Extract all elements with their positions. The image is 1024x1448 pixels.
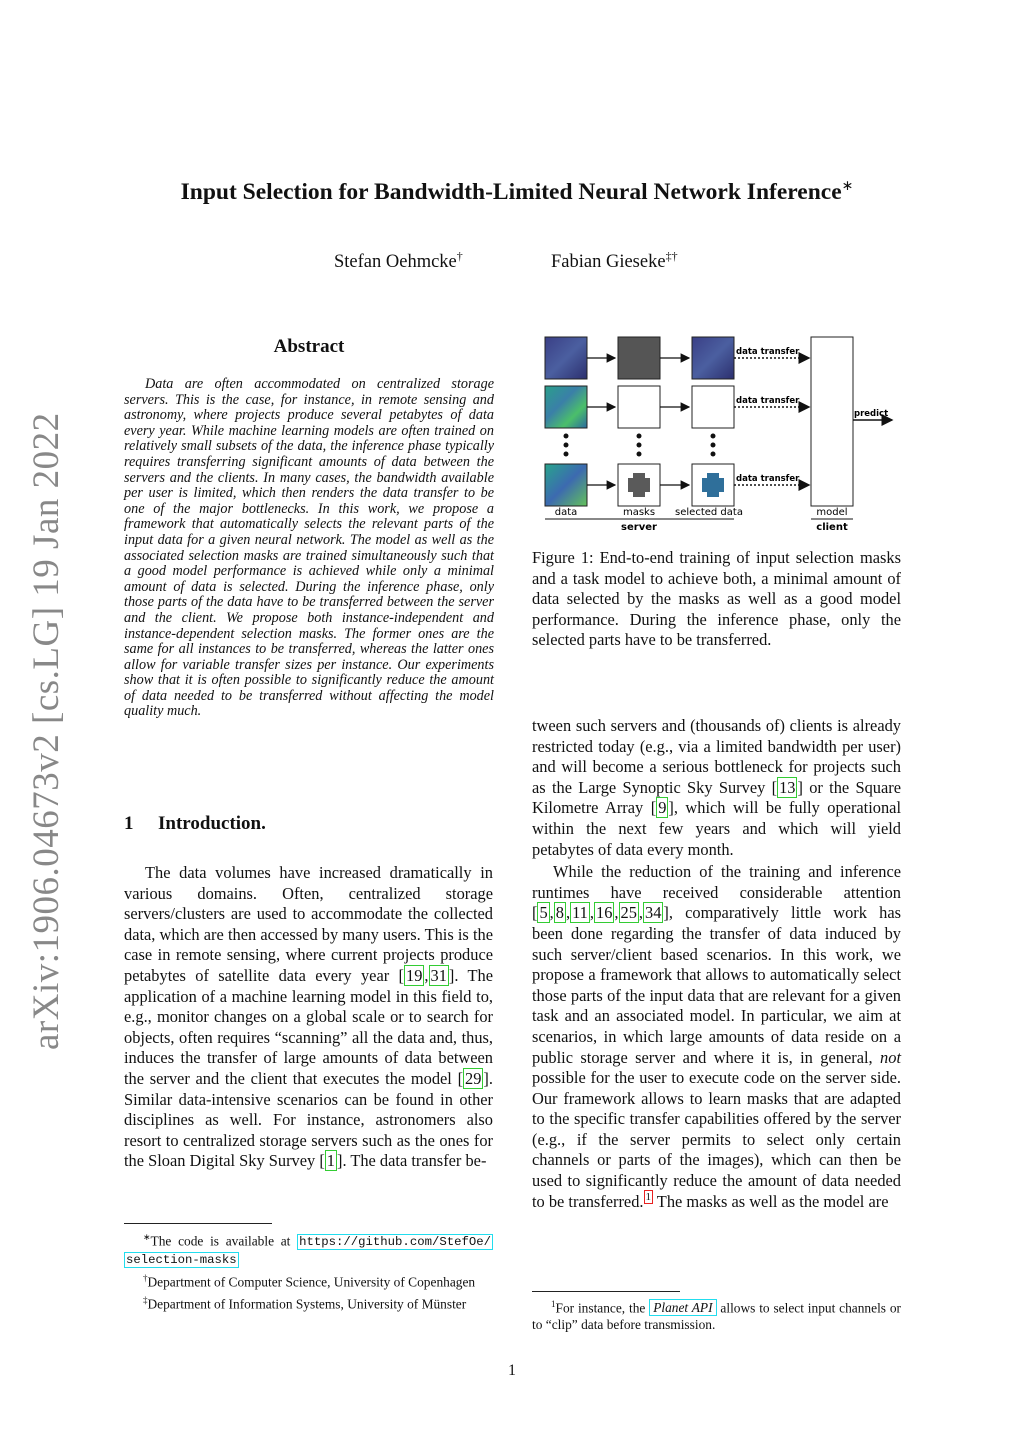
model-box bbox=[811, 337, 853, 506]
data-image-3 bbox=[545, 464, 587, 506]
text-run: possible for the user to execute code on the server side. Our framework allows to learn masks that are adapted to the specific transfer capabilities offered by the server (e.g., if the server permits to select only certain channels or parts of the images), which can then be used to significantly reduce the amount of data needed to be transferred. bbox=[532, 1068, 901, 1211]
github-url-link[interactable]: https://github.com/StefOe/ bbox=[299, 1235, 491, 1250]
transfer-label-2: data transfer bbox=[736, 396, 800, 406]
footnote-mark: 1 bbox=[551, 1299, 556, 1309]
footnote-text: allows to select input channels or to “clip” data before transmission. bbox=[532, 1300, 901, 1333]
title-footnote-mark: ∗ bbox=[841, 179, 854, 194]
citation-link[interactable]: 9 bbox=[658, 798, 667, 818]
footnote-1 bbox=[532, 1296, 901, 1334]
author-mark: † bbox=[456, 249, 463, 263]
paper-title-text: Input Selection for Bandwidth-Limited Neural Network Inference bbox=[180, 178, 842, 205]
selected-data-empty bbox=[692, 386, 734, 428]
citation-link[interactable]: 25 bbox=[620, 903, 637, 923]
transfer-label-3: data transfer bbox=[736, 474, 800, 484]
selected-data-label: selected data bbox=[675, 507, 743, 518]
footnote-text: For instance, the bbox=[555, 1300, 650, 1316]
text-run: While the reduction of the training and inference runtimes have received considerable attention bbox=[532, 862, 901, 902]
footnote-code bbox=[124, 1229, 493, 1269]
author-1 bbox=[334, 249, 463, 273]
data-image-2 bbox=[545, 386, 587, 428]
predict-label: predict bbox=[854, 409, 889, 419]
page-number: 1 bbox=[508, 1362, 516, 1379]
mask-box-full bbox=[618, 337, 660, 379]
data-label: data bbox=[554, 507, 578, 518]
left-column-body bbox=[124, 863, 493, 1172]
paper-title bbox=[0, 178, 1024, 206]
author-name: Fabian Gieseke bbox=[551, 252, 666, 273]
footnotes-right bbox=[532, 1296, 901, 1335]
footnote-rule-left bbox=[124, 1223, 272, 1224]
text-run: or the Square Kilometre Array bbox=[532, 777, 901, 818]
figure-1-diagram bbox=[532, 330, 912, 540]
text-run: tween such servers and (thousands of) clients is already restricted today (e.g., via a limited bandwidth per user) and will become a serious bottleneck for projects such as the Large Synoptic Sky Survey bbox=[532, 716, 901, 797]
text-run: The data volumes have increased dramatically in various domains. Often, centralized storage servers/clusters are used to accommodate the collected data, which are then accessed by many users. This is the case in remote sensing, where current projects produce petabytes of satellite data every year bbox=[124, 863, 493, 985]
footnote-affiliation-2 bbox=[124, 1292, 493, 1313]
citation-link[interactable]: 11 bbox=[572, 903, 588, 923]
intro-paragraph-1-cont: tween such servers and (thousands of) clients is already restricted today (e.g., via a limited bandwidth per user) and will become a serious bottleneck for projects such as the Large Synoptic Sky Survey [ 13 ] or the Square Kilometre Array [ 9 ], which will be fully operational within the next few years and which will yield petabytes of data every month. bbox=[532, 716, 902, 859]
footnote-mark: † bbox=[143, 1272, 148, 1283]
author-2 bbox=[551, 249, 678, 273]
author-mark: ‡† bbox=[665, 249, 678, 263]
footnotes-left bbox=[124, 1229, 493, 1314]
text-run: . Similar data-intensive scenarios can be found in other disciplines as well. For instance, astronomers also resort to centralized storage servers such as the ones for the Sloan Digital Sky Survey bbox=[124, 1068, 493, 1171]
data-image-1 bbox=[545, 337, 587, 379]
section-title: Introduction. bbox=[158, 813, 266, 834]
transfer-label-1: data transfer bbox=[736, 347, 800, 357]
footnote-text: Department of Computer Science, University of Copenhagen bbox=[147, 1274, 476, 1290]
citation-link[interactable]: 19 bbox=[406, 965, 423, 985]
footnote-1-link[interactable]: 1 bbox=[645, 1191, 651, 1204]
github-url-link-cont[interactable]: selection-masks bbox=[126, 1253, 237, 1268]
footnote-text: Department of Information Systems, University of Münster bbox=[147, 1296, 467, 1312]
citation-link[interactable]: 8 bbox=[555, 903, 564, 923]
author-name: Stefan Oehmcke bbox=[334, 252, 457, 273]
text-run: . The application of a machine learning model in this field to, e.g., monitor changes on a global scale or to search for objects, often requires “scanning” all the data and, thus, induces the transfer of large amounts of data between the server and the client that executes the model bbox=[124, 965, 493, 1088]
arxiv-identifier: arXiv:1906.04673v2 [cs.LG] 19 Jan 2022 bbox=[26, 412, 67, 1050]
citation-link[interactable]: 31 bbox=[430, 965, 447, 985]
model-label: model bbox=[816, 507, 848, 518]
citation-link[interactable]: 29 bbox=[465, 1068, 482, 1088]
abstract-body: Data are often accommodated on centralized storage servers. This is the case, for instance, in remote sensing and astronomy, where projects produce several petabytes of data every year. While machine learning models are often trained on relatively small subsets of the data, the inference phase typically requires transferring significant amounts of data between the servers and the clients. In many cases, the bandwidth available per user is limited, which then renders the data transfer to be one of the major bottlenecks. In this work, we propose a framework that automatically selects the relevant parts of the input data for a given neural network. The model as well as the associated selection masks are trained simultaneously such that a good model performance is achieved while only a minimal amount of data is selected. During the inference phase, only those parts of the data have to be transferred between the server and the client. We propose both instance-independent and instance-dependent selection masks. The former ones are the same for all instances to be transferred, whereas the latter ones allow for variable transfer sizes per instance. Our experiments show that it is often possible to significantly reduce the amount of data needed to be transferred without affecting the model quality much. bbox=[124, 376, 494, 720]
footnote-mark: ‡ bbox=[143, 1294, 148, 1305]
planet-api-link[interactable]: Planet API bbox=[649, 1299, 716, 1316]
intro-paragraph-2: While the reduction of the training and inference runtimes have received considerable attention [ 5 , 8 , 11 , 16 , 25 , 34 ], comparatively little work has been done regarding the transfer of data induced by such server/client based scenarios. In this work, we propose a framework that allows to automatically select those parts of the input data that are relevant for a given task and an associated model. In particular, we aim at scenarios, in which large amounts of data reside on a public storage server and where it is, in general, not possible for the user to execute code on the server side. Our framework allows to learn masks that are adapted to the specific transfer capabilities offered by the server (e.g., if the server permits to select only certain channels or parts of the images), which can then be used to significantly reduce the amount of data needed to be transferred. $^1$ The masks as well as the model are bbox=[532, 862, 901, 1211]
text-run: , comparatively little work has been done regarding the transfer of data induced by such server/client based scenarios. In this work, we propose a framework that allows to automatically select those parts of the input data that are relevant for a given task and an associated model. In particular, we aim at scenarios, in which large amounts of data reside on a public storage server and where it is, in general, bbox=[532, 903, 901, 1067]
citation-link[interactable]: 13 bbox=[779, 777, 796, 797]
server-label: server bbox=[621, 522, 657, 533]
citation-link[interactable]: 34 bbox=[645, 903, 662, 923]
citation-link[interactable]: 1 bbox=[326, 1151, 335, 1171]
right-column-body bbox=[532, 716, 901, 1212]
section-heading bbox=[124, 813, 266, 835]
client-label: client bbox=[816, 522, 848, 533]
ellipsis-dots bbox=[564, 434, 716, 457]
citation-link[interactable]: 16 bbox=[596, 903, 613, 923]
footnote-text: The code is available at bbox=[150, 1233, 298, 1249]
emphasis-not: not bbox=[880, 1047, 901, 1067]
abstract-heading: Abstract bbox=[273, 336, 345, 357]
text-run: . The data transfer be- bbox=[342, 1151, 487, 1171]
mask-box-empty bbox=[618, 386, 660, 428]
footnote-affiliation-1 bbox=[124, 1270, 493, 1291]
text-run: , which will be fully operational within the next few years and which will yield petabytes of data every month. bbox=[532, 798, 902, 859]
figure-caption: Figure 1: End-to-end training of input selection masks and a task model to achieve both, a minimal amount of data selected by the masks as well as a good model performance. During the inference phase, only the selected parts have to be transferred. bbox=[532, 548, 901, 650]
citation-link[interactable]: 5 bbox=[539, 903, 548, 923]
section-number: 1 bbox=[124, 813, 134, 834]
selected-data-image-1 bbox=[692, 337, 734, 379]
text-run: The masks as well as the model are bbox=[653, 1191, 889, 1211]
masks-label: masks bbox=[622, 507, 656, 518]
footnote-mark: ∗ bbox=[143, 1232, 151, 1242]
footnote-rule-right bbox=[532, 1291, 680, 1292]
intro-paragraph-1: The data volumes have increased dramatically in various domains. Often, centralized storage servers/clusters are used to accommodate the collected data, which are then accessed by many users. This is the case in remote sensing, where current projects produce petabytes of satellite data every year [ 19 , 31 ]. The application of a machine learning model in this field to, e.g., monitor changes on a global scale or to search for objects, often requires “scanning” all the data and, thus, induces the transfer of large amounts of data between the server and the client that executes the model [ 29 ]. Similar data-intensive scenarios can be found in other disciplines as well. For instance, astronomers also resort to centralized storage servers such as the ones for the Sloan Digital Sky Survey [ 1 ]. The data transfer be- bbox=[124, 863, 493, 1171]
